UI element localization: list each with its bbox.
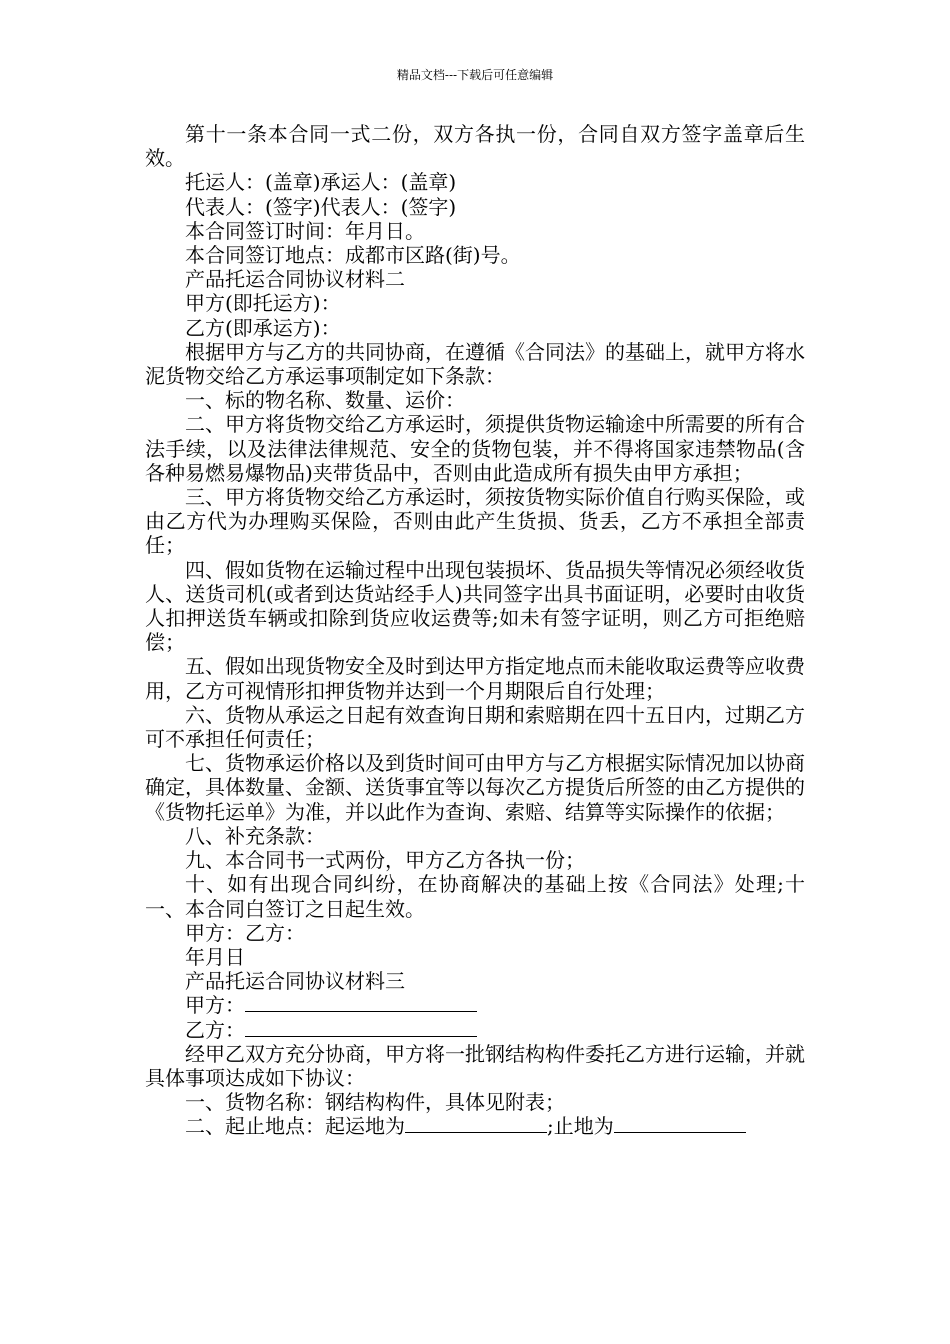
paragraph: 一、货物名称：钢结构构件，具体见附表； (185, 1090, 565, 1115)
paragraph: 三、甲方将货物交给乙方承运时，须按货物实际价值自行购买保险，或由乙方代为办理购买保险，否则由此产生货损、货丢，乙方不承担全部责任； (145, 485, 805, 558)
party-a-line (145, 993, 805, 1017)
origin-destination-line (145, 1114, 805, 1138)
paragraph: 托运人：(盖章)承运人：(盖章) (185, 170, 457, 195)
paragraph: 四、假如货物在运输过程中出现包装损坏、货品损失等情况必须经收货人、送货司机(或者到达货站经手人)共同签字出具书面证明，必要时由收货人扣押送货车辆或扣除到货应收运费等;如未有签字证明，则乙方可拒绝赔偿； (145, 557, 805, 655)
paragraph: 八、补充条款： (185, 823, 325, 848)
paragraph: 年月日 (185, 944, 245, 969)
paragraph: 一、标的物名称、数量、运价： (185, 388, 465, 413)
paragraph: 十、如有出现合同纠纷，在协商解决的基础上按《合同法》处理;十一、本合同白签订之日起生效。 (145, 872, 805, 921)
paragraph: 七、货物承运价格以及到货时间可由甲方与乙方根据实际情况加以协商确定，具体数量、金额、送货事宜等以每次乙方提货后所签的由乙方提供的《货物托运单》为准，并以此作为查询、索赔、结算等实际操作的依据； (145, 751, 805, 824)
section-title: 产品托运合同协议材料三 (185, 969, 405, 994)
paragraph: 二、甲方将货物交给乙方承运时，须提供货物运输途中所需要的所有合法手续，以及法律法律规范、安全的货物包装，并不得将国家违禁物品(含各种易燃易爆物品)夹带货品中，否则由此造成所有损失由甲方承担； (145, 412, 805, 485)
paragraph: 九、本合同书一式两份，甲方乙方各执一份； (185, 848, 585, 873)
paragraph: 五、假如出现货物安全及时到达甲方指定地点而未能收取运费等应收费用，乙方可视情形扣押货物并达到一个月期限后自行处理； (145, 654, 805, 703)
paragraph: 六、货物从承运之日起有效查询日期和索赔期在四十五日内，过期乙方可不承担任何责任； (145, 702, 805, 752)
paragraph: 代表人：(签字)代表人：(签字) (185, 194, 457, 219)
paragraph: 本合同签订地点：成都市区路(街)号。 (185, 243, 521, 268)
paragraph: 第十一条本合同一式二份，双方各执一份，合同自双方签字盖章后生效。 (145, 122, 805, 171)
destination-blank (614, 1114, 746, 1133)
paragraph: 甲方：乙方： (185, 920, 305, 945)
destination-label: ;止地为 (547, 1114, 614, 1139)
paragraph: 本合同签订时间：年月日。 (185, 218, 425, 243)
paragraph: 根据甲方与乙方的共同协商，在遵循《合同法》的基础上，就甲方将水泥货物交给乙方承运事项制定如下条款： (145, 339, 805, 389)
section-title: 产品托运合同协议材料二 (185, 267, 405, 292)
document-body (145, 122, 805, 1139)
paragraph: 乙方(即承运方)： (185, 315, 341, 340)
paragraph: 经甲乙双方充分协商，甲方将一批钢结构构件委托乙方进行运输，并就具体事项达成如下协议： (145, 1041, 805, 1090)
paragraph: 甲方(即托运方)： (185, 291, 341, 316)
party-b-label: 乙方： (185, 1017, 245, 1042)
party-a-label: 甲方： (185, 993, 245, 1018)
page-header: 精品文档---下载后可任意编辑 (396, 68, 554, 82)
origin-label: 二、起止地点：起运地为 (185, 1114, 405, 1139)
party-b-line (145, 1018, 805, 1042)
origin-blank (405, 1114, 547, 1133)
party-b-blank (245, 1018, 477, 1037)
party-a-blank (245, 993, 477, 1012)
